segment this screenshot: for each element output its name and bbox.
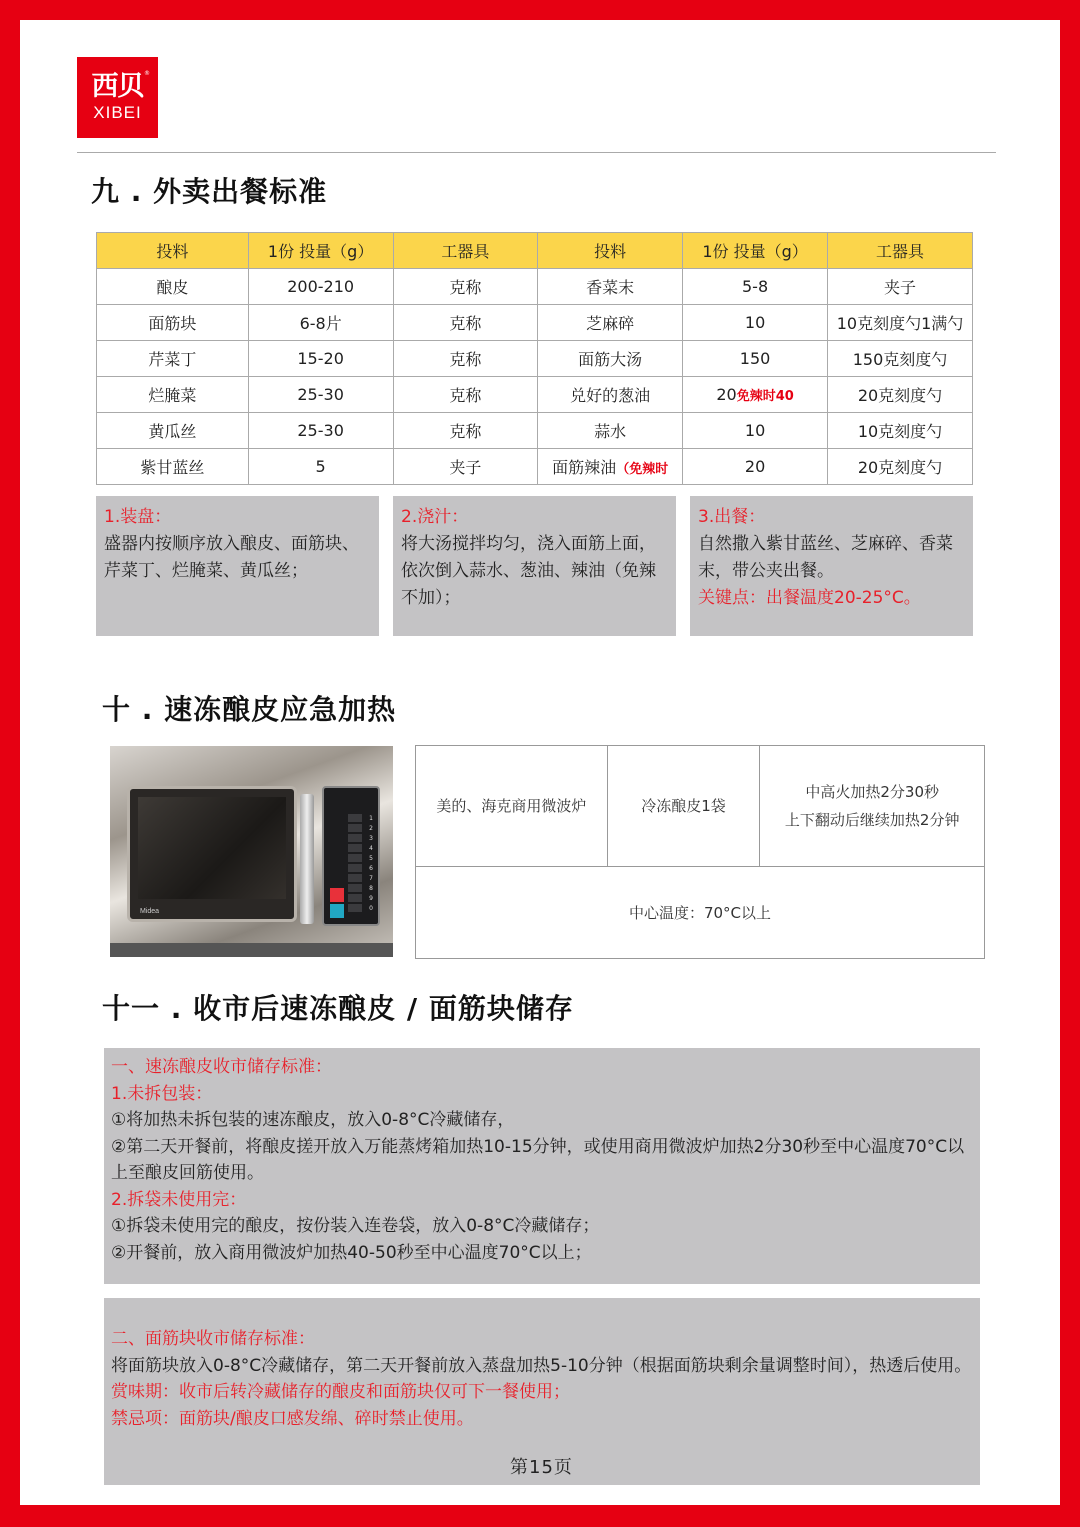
cell: 150克刻度勺 — [828, 341, 973, 377]
cell — [538, 449, 683, 485]
section-11-title: 十一 . 收市后速冻酿皮 / 面筋块储存 — [102, 992, 574, 1025]
cell: 20克刻度勺 — [828, 449, 973, 485]
cell: 香菜末 — [538, 269, 683, 305]
step-card-serve — [690, 496, 973, 636]
shelf-life-note: 赏味期：收市后转冷藏储存的酿皮和面筋块仅可下一餐使用； — [111, 1382, 570, 1402]
cell — [683, 377, 828, 413]
qty-value: 20 — [716, 385, 737, 404]
step-card-sauce — [393, 496, 676, 636]
instruction-body: 将面筋块放入0-8°C冷藏储存，第二天开餐前放入蒸盘加热5-10分钟（根据面筋块剩余量调整时间），热透后使用。 — [111, 1355, 972, 1376]
cell: 面筋块 — [97, 305, 249, 341]
instruction-line: ②开餐前，放入商用微波炉加热40-50秒至中心温度70°C以上； — [111, 1242, 592, 1263]
item-value: 面筋辣油 — [552, 458, 617, 477]
stop-button-icon — [330, 888, 344, 902]
cell: 夹子 — [828, 269, 973, 305]
xibei-logo — [77, 57, 158, 138]
col-header: 1份 投量（g） — [683, 233, 828, 269]
cell: 夹子 — [393, 449, 538, 485]
cell: 芹菜丁 — [97, 341, 249, 377]
method-line-1: 中高火加热2分30秒 — [805, 783, 940, 801]
cell: 兑好的葱油 — [538, 377, 683, 413]
subheading-unopened: 1.未拆包装： — [111, 1083, 213, 1104]
cell: 10 — [683, 305, 828, 341]
box-heading: 一、速冻酿皮收市储存标准： — [111, 1057, 332, 1077]
col-header: 投料 — [97, 233, 249, 269]
microwave-door — [127, 786, 297, 922]
rawpi-storage-box — [104, 1048, 980, 1284]
table-row — [97, 377, 973, 413]
cell: 克称 — [393, 305, 538, 341]
box-heading: 二、面筋块收市储存标准： — [111, 1329, 315, 1349]
cell: 200-210 — [248, 269, 393, 305]
step-body: 将大汤搅拌均匀，浇入面筋上面，依次倒入蒜水、葱油、辣油（免辣不加）； — [401, 534, 656, 608]
cell: 芝麻碎 — [538, 305, 683, 341]
microwave-photo — [110, 746, 393, 957]
col-header: 投料 — [538, 233, 683, 269]
cell: 10克刻度勺1满勺 — [828, 305, 973, 341]
microwave-window — [138, 797, 286, 899]
item-note-spicy-free: （免辣时 — [616, 462, 669, 477]
start-button-icon — [330, 904, 344, 918]
section-9-title: 九 . 外卖出餐标准 — [91, 175, 328, 208]
step-body: 自然撒入紫甘蓝丝、芝麻碎、香菜末，带公夹出餐。 — [698, 534, 953, 581]
header-divider — [77, 152, 996, 153]
cell: 酿皮 — [97, 269, 249, 305]
cell: 6-8片 — [248, 305, 393, 341]
core-temp-cell: 中心温度：70°C以上 — [416, 867, 985, 959]
page-number: 第15页 — [510, 1457, 573, 1478]
cell: 克称 — [393, 341, 538, 377]
keypad — [348, 814, 362, 914]
step-title: 2.浇汁： — [401, 507, 469, 527]
step-title: 3.出餐： — [698, 507, 766, 527]
device-cell: 美的、海克商用微波炉 — [416, 746, 608, 867]
forbidden-note: 禁忌项：面筋块/酿皮口感发绵、碎时禁止使用。 — [111, 1408, 474, 1429]
table-row — [97, 305, 973, 341]
cell: 克称 — [393, 269, 538, 305]
col-header: 工器具 — [393, 233, 538, 269]
microwave-control-panel — [322, 786, 380, 926]
item-cell: 冷冻酿皮1袋 — [607, 746, 760, 867]
logo-cn: 西贝 — [91, 71, 144, 102]
microwave-handle — [300, 794, 314, 924]
step-key-point: 关键点：出餐温度20-25°C。 — [698, 588, 921, 608]
cell: 25-30 — [248, 413, 393, 449]
cell: 15-20 — [248, 341, 393, 377]
cell: 5 — [248, 449, 393, 485]
instruction-line: ①将加热未拆包装的速冻酿皮，放入0-8°C冷藏储存， — [111, 1110, 515, 1130]
table-row — [97, 449, 973, 485]
instruction-line: ②第二天开餐前，将酿皮搓开放入万能蒸烤箱加热10-15分钟，或使用商用微波炉加热2分30秒至中心温度70°C以上至酿皮回筋使用。 — [111, 1136, 965, 1183]
cell: 25-30 — [248, 377, 393, 413]
col-header: 1份 投量（g） — [248, 233, 393, 269]
cell: 黄瓜丝 — [97, 413, 249, 449]
cell: 面筋大汤 — [538, 341, 683, 377]
cell: 蒜水 — [538, 413, 683, 449]
qty-note-spicy-free: 免辣时40 — [736, 389, 794, 404]
cell: 5-8 — [683, 269, 828, 305]
table-header-row — [97, 233, 973, 269]
cell: 克称 — [393, 413, 538, 449]
table-row — [97, 413, 973, 449]
table-row — [97, 341, 973, 377]
cell: 10克刻度勺 — [828, 413, 973, 449]
document-page — [20, 20, 1060, 1505]
section-10-title: 十 . 速冻酿皮应急加热 — [102, 693, 397, 726]
subheading-opened: 2.拆袋未使用完： — [111, 1189, 247, 1210]
cell: 10 — [683, 413, 828, 449]
cell: 20 — [683, 449, 828, 485]
step-card-plating — [96, 496, 379, 636]
table-row — [416, 746, 985, 867]
instruction-line: ①拆袋未使用完的酿皮，按份装入连卷袋，放入0-8°C冷藏储存； — [111, 1216, 600, 1236]
step-title: 1.装盘： — [104, 507, 172, 527]
cell: 紫甘蓝丝 — [97, 449, 249, 485]
method-line-2: 上下翻动后继续加热2分钟 — [784, 811, 960, 829]
cell: 150 — [683, 341, 828, 377]
takeout-standard-table — [96, 232, 973, 485]
col-header: 工器具 — [828, 233, 973, 269]
microwave-base — [110, 943, 393, 957]
logo-en: XIBEI — [93, 103, 142, 122]
step-body: 盛器内按顺序放入酿皮、面筋块、芹菜丁、烂腌菜、黄瓜丝； — [104, 534, 359, 581]
keypad-numbers: 1 2 3 4 5 6 7 8 9 0 — [369, 815, 373, 912]
cell: 烂腌菜 — [97, 377, 249, 413]
table-row — [416, 867, 985, 959]
cell: 克称 — [393, 377, 538, 413]
cell: 20克刻度勺 — [828, 377, 973, 413]
microwave-brand: Midea — [140, 908, 160, 915]
table-row — [97, 269, 973, 305]
registered-mark: ® — [144, 70, 150, 77]
microwave-heating-table — [415, 745, 985, 959]
method-cell — [760, 746, 985, 867]
